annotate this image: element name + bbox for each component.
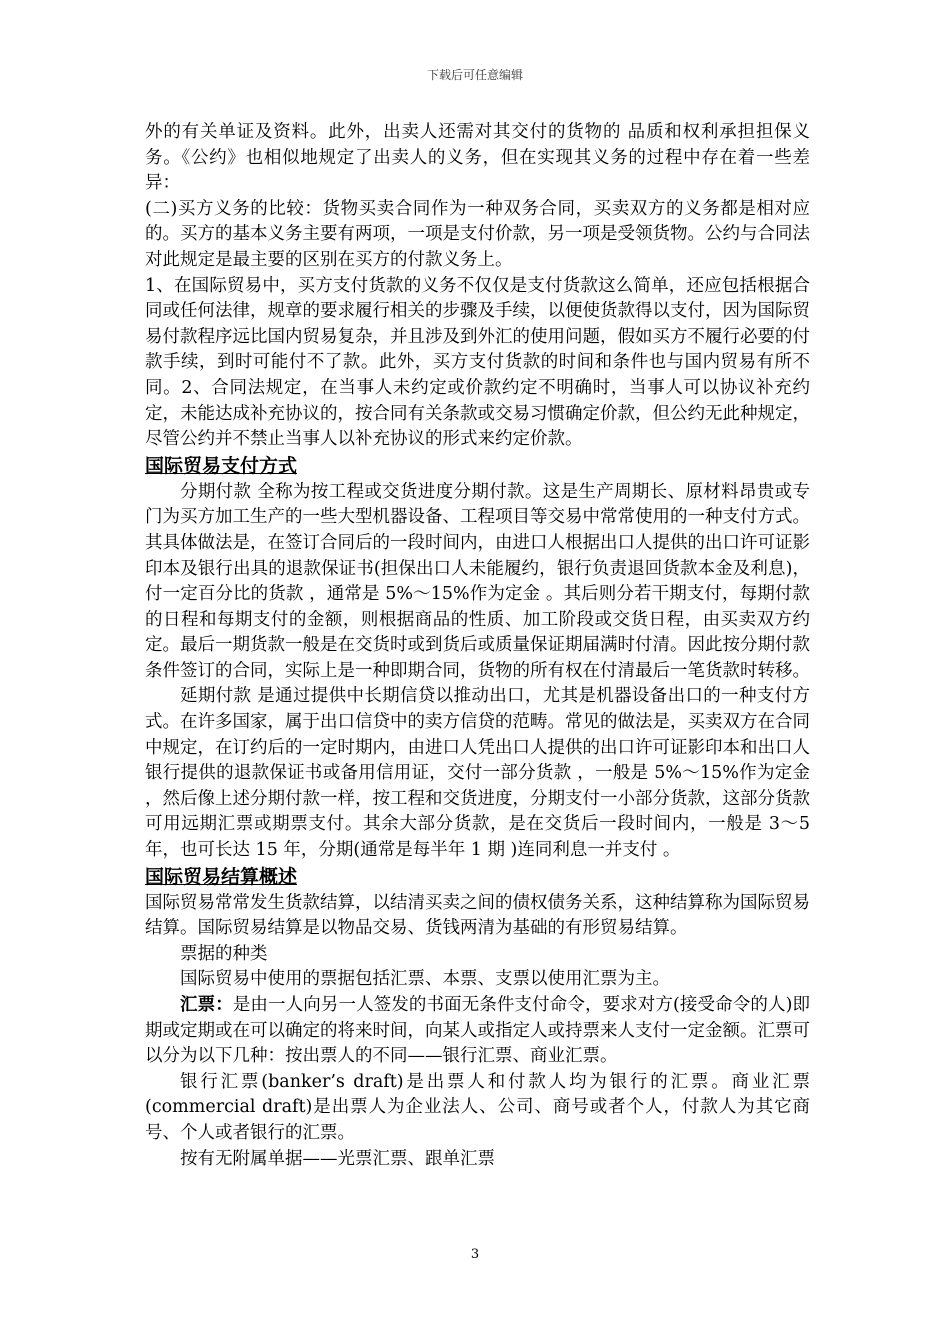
paragraph: 银行汇票(banker’s draft)是出票人和付款人均为银行的汇票。商业汇票(commercial draft)是出票人为企业法人、公司、商号或者个人，付款人为其它商号、个人或者银行的汇票。 — [145, 1071, 810, 1143]
paragraph: 票据的种类 — [180, 943, 268, 964]
paragraph: 1、在国际贸易中，买方支付货款的义务不仅仅是支付货款这么简单，还应包括根据合同或任何法律，规章的要求履行相关的步骤及手续，以便使货款得以支付，因为国际贸易付款程序远比国内贸易复杂，并且涉及到外汇的使用问题，假如买方不履行必要的付款手续，到时可能付不了款。此外，买方支付货款的时间和条件也与国内贸易有所不同。2、合同法规定，在当事人未约定或价款约定不明确时，当事人可以协议补充约定，未能达成补充协议的，按合同有关条款或交易习惯确定价款，但公约无此种规定，尽管公约并不禁止当事人以补充协议的形式来约定价款。 — [145, 275, 810, 450]
page-header: 下载后可任意编辑 — [426, 68, 523, 82]
paragraph: 国际贸易中使用的票据包括汇票、本票、支票以使用汇票为主。 — [180, 969, 670, 990]
paragraph — [145, 993, 810, 1070]
paragraph: 国际贸易常常发生货款结算，以结清买卖之间的债权债务关系，这种结算称为国际贸易结算。国际贸易结算是以物品交易、货钱两清为基础的有形贸易结算。 — [145, 892, 810, 939]
paragraph: 按有无附属单据——光票汇票、跟单汇票 — [180, 1148, 495, 1169]
document-body — [145, 120, 810, 1172]
paragraph: 分期付款 全称为按工程或交货进度分期付款。这是生产周期长、原材料昂贵或专门为买方加工生产的一些大型机器设备、工程项目等交易中常常使用的一种支付方式。其具体做法是，在签订合同后的一段时间内，由进口人根据出口人提供的出口许可证影印本及银行出具的退款保证书(担保出口人未能履约，银行负责退回货款本金及利息)，付一定百分比的货款 ，通常是 5%～15%作为定金 。其后则分若干期支付，每期付款的日程和每期支付的金额，则根据商品的性质、加工阶段或交货日程，由买卖双方约定。最后一期货款一般是在交货时或到货后或质量保证期届满时付清。因此按分期付款条件签订的合同，实际上是一种即期合同，货物的所有权在付清最后一笔货款时转移。 — [145, 481, 810, 681]
term-definition: 是由一人向另一人签发的书面无条件支付命令，要求对方(接受命令的人)即期或定期或在可以确定的将来时间，向某人或指定人或持票来人支付一定金额。汇票可以分为以下几种：按出票人的不同——银行汇票、商业汇票。 — [145, 995, 811, 1067]
term-label: 汇票： — [180, 995, 233, 1015]
paragraph: 延期付款 是通过提供中长期信贷以推动出口，尤其是机器设备出口的一种支付方式。在许多国家，属于出口信贷中的卖方信贷的范畴。常见的做法是，买卖双方在合同中规定，在订约后的一定时期内，由进口人凭出口人提供的出口许可证影印本和出口人银行提供的退款保证书或备用信用证，交付一部分货款 ，一般是 5%～15%作为定金 ，然后像上述分期付款一样，按工程和交货进度，分期支付一小部分货款，这部分货款可用远期汇票或期票支付。其余大部分货款，是在交货后一段时间内，一般是 3～5 年，也可长达 15 年，分期(通常是每半年 1 期 )连同利息一并支付 。 — [145, 686, 810, 861]
section-heading: 国际贸易支付方式 — [145, 454, 298, 477]
page-number: 3 — [470, 1247, 480, 1262]
section-heading: 国际贸易结算概述 — [145, 865, 298, 888]
paragraph: 外的有关单证及资料。此外，出卖人还需对其交付的货物的 品质和权利承担担保义务。《公约》也相似地规定了出卖人的义务，但在实现其义务的过程中存在着一些差异： — [145, 122, 810, 194]
paragraph: (二)买方义务的比较：货物买卖合同作为一种双务合同，买卖双方的义务都是相对应的。买方的基本义务主要有两项，一项是支付价款，另一项是受领货物。公约与合同法对此规定是最主要的区别在买方的付款义务上。 — [145, 198, 810, 270]
